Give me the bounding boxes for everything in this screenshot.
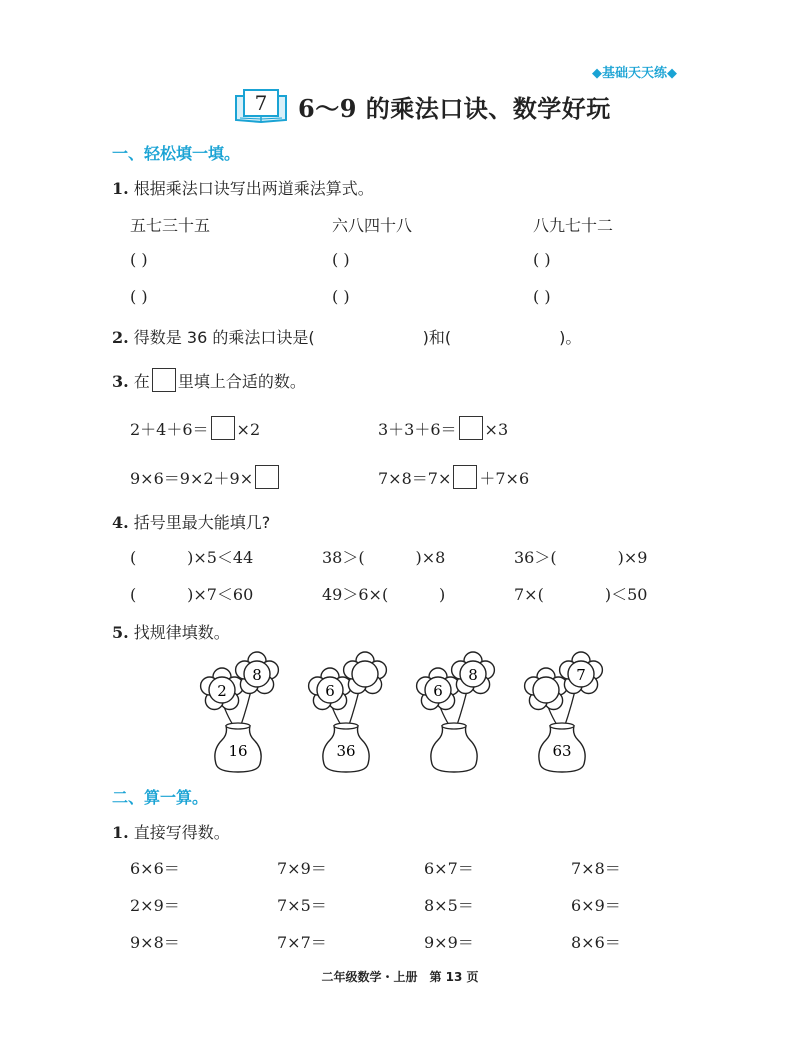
rhyme-3: 八九七十二 — [533, 216, 614, 235]
answer-box — [152, 368, 176, 392]
calc-item[interactable]: 6×7＝ — [424, 859, 474, 878]
q5-prompt: 5. 找规律填数。 — [112, 623, 230, 642]
calc-item[interactable]: 6×6＝ — [130, 859, 180, 878]
lesson-title-bar — [232, 88, 611, 124]
calc-item[interactable]: 7×8＝ — [571, 859, 621, 878]
flower-number: 7 — [576, 666, 586, 684]
calc-item[interactable]: 7×9＝ — [277, 859, 327, 878]
equation-3: 9×6＝9×2＋9× — [130, 465, 281, 489]
answer-box[interactable] — [459, 416, 483, 440]
answer-blank[interactable]: ( ) — [332, 287, 350, 306]
calc-item[interactable]: 2×9＝ — [130, 896, 180, 915]
equation-4: 7×8＝7× ＋7×6 — [378, 465, 529, 489]
calc-item[interactable]: 6×9＝ — [571, 896, 621, 915]
flower-vase-3 — [417, 652, 495, 772]
inequality[interactable]: 36＞( )×9 — [514, 548, 648, 567]
q2-prompt: 2. 得数是 36 的乘法口诀是( )和( )。 — [112, 328, 582, 347]
equation-2: 3＋3＋6＝ ×3 — [378, 416, 508, 440]
inequality[interactable]: 7×( )＜50 — [514, 585, 648, 604]
inequality[interactable]: 38＞( )×8 — [322, 548, 446, 567]
answer-blank[interactable]: ( ) — [533, 250, 551, 269]
vase-number: 63 — [552, 742, 572, 760]
answer-box[interactable] — [255, 465, 279, 489]
flower-number: 2 — [217, 682, 227, 700]
answer-box[interactable] — [211, 416, 235, 440]
calc-item[interactable]: 7×7＝ — [277, 933, 327, 952]
flower-vase-4 — [525, 652, 603, 772]
rhyme-2: 六八四十八 — [332, 216, 413, 235]
equation-1: 2＋4＋6＝ ×2 — [130, 416, 260, 440]
vase-number: 36 — [336, 742, 356, 760]
answer-box[interactable] — [453, 465, 477, 489]
flower-vase-1 — [201, 652, 279, 772]
flower-number: 6 — [325, 682, 335, 700]
inequality[interactable]: ( )×5＜44 — [130, 548, 254, 567]
section1-heading: 一、轻松填一填。 — [112, 144, 241, 163]
rhyme-1: 五七三十五 — [130, 216, 211, 235]
flower-number: 8 — [252, 666, 262, 684]
answer-blank[interactable]: ( ) — [130, 250, 148, 269]
inequality[interactable]: 49＞6×( ) — [322, 585, 446, 604]
flower-vase-puzzle — [190, 650, 630, 775]
flower-number: 8 — [468, 666, 478, 684]
page-footer: 二年级数学・上册 第 13 页 — [321, 970, 479, 984]
calc-item[interactable]: 7×5＝ — [277, 896, 327, 915]
calc-item[interactable]: 8×5＝ — [424, 896, 474, 915]
q1-prompt: 1. 根据乘法口诀写出两道乘法算式。 — [112, 179, 374, 198]
s2-q1-prompt: 1. 直接写得数。 — [112, 823, 230, 842]
answer-blank[interactable]: ( ) — [533, 287, 551, 306]
lesson-number: 7 — [254, 91, 268, 115]
inequality[interactable]: ( )×7＜60 — [130, 585, 254, 604]
answer-blank[interactable]: ( ) — [332, 250, 350, 269]
calc-item[interactable]: 9×9＝ — [424, 933, 474, 952]
flower-vase-2 — [309, 652, 387, 772]
q3-prompt: 3. 在 里填上合适的数。 — [112, 368, 306, 392]
open-book-icon — [232, 88, 290, 124]
page-title: 6～9 的乘法口诀、数学好玩 — [298, 93, 611, 123]
calc-item[interactable]: 8×6＝ — [571, 933, 621, 952]
series-tag: ◆基础天天练◆ — [592, 66, 677, 81]
answer-blank[interactable]: ( ) — [130, 287, 148, 306]
section2-heading: 二、算一算。 — [112, 788, 209, 807]
q4-prompt: 4. 括号里最大能填几? — [112, 513, 271, 532]
calc-item[interactable]: 9×8＝ — [130, 933, 180, 952]
flower-number: 6 — [433, 682, 443, 700]
vase-number: 16 — [228, 742, 248, 760]
